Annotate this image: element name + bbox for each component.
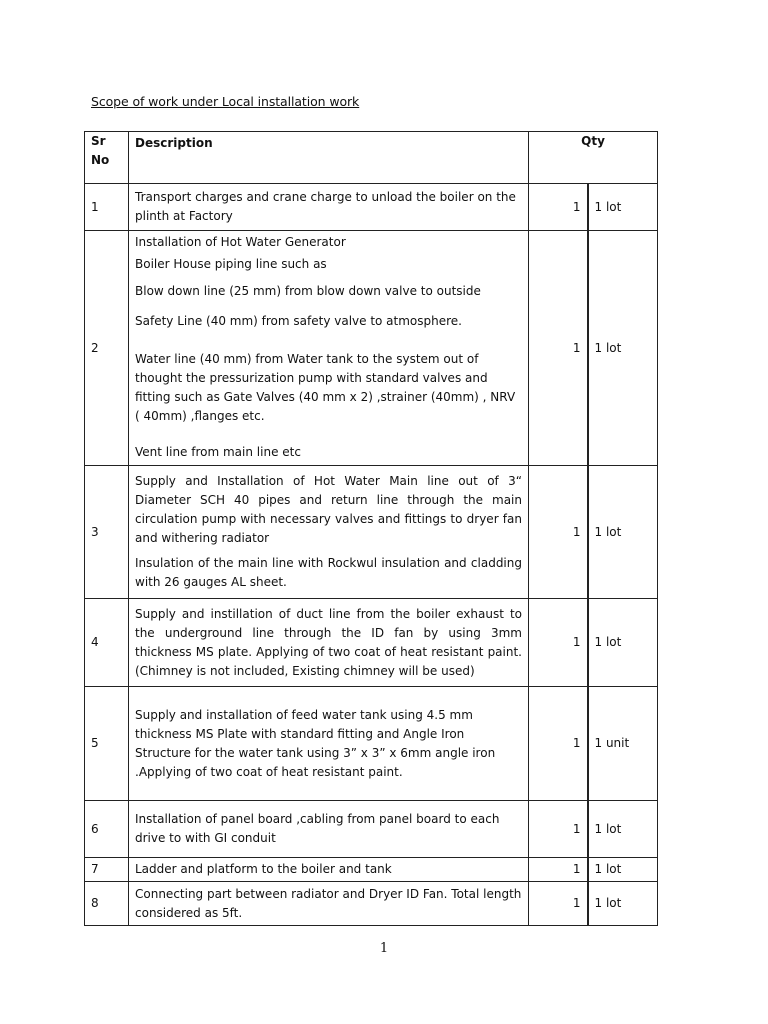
header-sr-no (85, 132, 129, 184)
table-row (85, 801, 658, 858)
row-sr-no: 7 (85, 858, 129, 882)
header-description-label: Description (135, 136, 213, 150)
table-row (85, 882, 658, 926)
row-description (129, 466, 529, 599)
row-unit: 1 lot (588, 599, 658, 687)
document-heading: Scope of work under Local installation work (91, 94, 360, 109)
row-unit: 1 lot (588, 801, 658, 858)
description-text: Connecting part between radiator and Dryer ID Fan. Total length considered as 5ft. (135, 886, 522, 920)
description-text: Insulation of the main line with Rockwul insulation and cladding with 26 gauges AL sheet. (135, 556, 522, 589)
table-row (85, 858, 658, 882)
table-header-row (85, 132, 658, 184)
description-text: Supply and Installation of Hot Water Main line out of 3“ Diameter SCH 40 pipes and return line through the main circulation pump with necessary valves and fittings to dryer fan and withering radiator (135, 474, 522, 545)
row-unit: 1 lot (588, 184, 658, 231)
description-text: Transport charges and crane charge to unload the boiler on the plinth at Factory (135, 190, 516, 223)
description-text: Supply and installation of feed water tank using 4.5 mm thickness MS Plate with standard fitting and Angle Iron Structure for the water tank using 3” x 3” x 6mm angle iron .Applying of two coat of heat resistant paint. (135, 707, 496, 779)
scope-table (84, 131, 658, 926)
page-number: 1 (379, 941, 389, 956)
row-description (129, 687, 529, 801)
table-row (85, 687, 658, 801)
row-unit: 1 unit (588, 687, 658, 801)
row-qty: 1 (529, 801, 588, 858)
row-description (129, 801, 529, 858)
row-description (129, 858, 529, 882)
description-text: Water line (40 mm) from Water tank to the system out of thought the pressurization pump with standard valves and fitting such as Gate Valves (40 mm x 2) ,strainer (40mm) , NRV ( 40mm) ,flanges etc. (135, 352, 516, 423)
row-description (129, 599, 529, 687)
row-qty: 1 (529, 231, 588, 466)
header-sr-label: Sr No (91, 134, 110, 167)
table-row (85, 231, 658, 466)
row-qty: 1 (529, 858, 588, 882)
description-text: Installation of Hot Water Generator (135, 235, 346, 249)
row-unit: 1 lot (588, 858, 658, 882)
row-description (129, 184, 529, 231)
row-sr-no: 2 (85, 231, 129, 466)
table-row (85, 599, 658, 687)
description-text: Ladder and platform to the boiler and tank (135, 862, 392, 876)
row-qty: 1 (529, 466, 588, 599)
table-row (85, 184, 658, 231)
description-text: Blow down line (25 mm) from blow down valve to outside (135, 284, 481, 298)
table-row (85, 466, 658, 599)
header-qty (529, 132, 658, 184)
row-sr-no: 1 (85, 184, 129, 231)
description-text: Boiler House piping line such as (135, 257, 327, 271)
row-sr-no: 5 (85, 687, 129, 801)
row-description (129, 231, 529, 466)
row-qty: 1 (529, 882, 588, 926)
row-qty: 1 (529, 687, 588, 801)
row-unit: 1 lot (588, 882, 658, 926)
row-sr-no: 3 (85, 466, 129, 599)
row-sr-no: 4 (85, 599, 129, 687)
row-qty: 1 (529, 184, 588, 231)
row-sr-no: 8 (85, 882, 129, 926)
header-qty-label: Qty (581, 134, 605, 148)
row-unit: 1 lot (588, 231, 658, 466)
description-text: Supply and instillation of duct line from the boiler exhaust to the underground line through the ID fan by using 3mm thickness MS plate. Applying of two coat of heat resistant paint. (Chimney is not included, Existing chimney will be used) (135, 606, 522, 678)
row-description (129, 882, 529, 926)
description-text: Vent line from main line etc (135, 445, 301, 459)
description-text: Safety Line (40 mm) from safety valve to atmosphere. (135, 314, 462, 328)
header-description (129, 132, 529, 184)
row-sr-no: 6 (85, 801, 129, 858)
row-unit: 1 lot (588, 466, 658, 599)
row-qty: 1 (529, 599, 588, 687)
description-text: Installation of panel board ,cabling from panel board to each drive to with GI conduit (135, 812, 500, 845)
